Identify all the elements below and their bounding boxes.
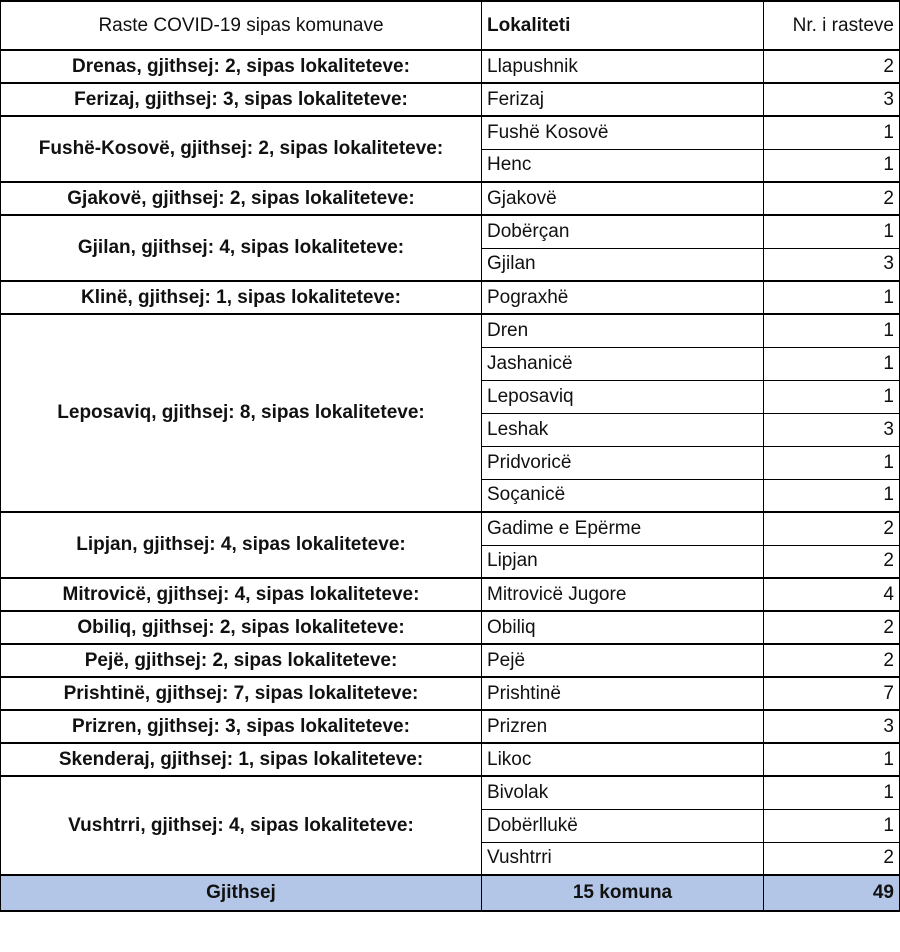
locality-cell[interactable]: Fushë Kosovë [482, 116, 764, 149]
locality-cell[interactable]: Llapushnik [482, 50, 764, 83]
table-row [1, 743, 900, 776]
municipality-cell[interactable]: Skenderaj, gjithsej: 1, sipas lokaliteteve: [1, 743, 482, 776]
locality-cell[interactable]: Henc [482, 149, 764, 182]
table-row [1, 677, 900, 710]
locality-cell[interactable]: Ferizaj [482, 83, 764, 116]
locality-cell[interactable]: Pridvoricë [482, 446, 764, 479]
case-count-cell[interactable]: 2 [764, 611, 900, 644]
locality-cell[interactable]: Pejë [482, 644, 764, 677]
case-count-cell[interactable]: 7 [764, 677, 900, 710]
case-count-cell[interactable]: 1 [764, 776, 900, 809]
table-row [1, 50, 900, 83]
table-row [1, 281, 900, 314]
municipality-cell[interactable]: Klinë, gjithsej: 1, sipas lokaliteteve: [1, 281, 482, 314]
table-row [1, 83, 900, 116]
municipality-cell[interactable]: Gjilan, gjithsej: 4, sipas lokaliteteve: [1, 215, 482, 281]
table-body [1, 50, 900, 875]
total-municipalities[interactable]: 15 komuna [482, 875, 764, 911]
header-municipality[interactable]: Raste COVID-19 sipas komunave [1, 1, 482, 50]
locality-cell[interactable]: Dobërçan [482, 215, 764, 248]
table-row [1, 314, 900, 347]
case-count-cell[interactable]: 1 [764, 314, 900, 347]
municipality-cell[interactable]: Vushtrri, gjithsej: 4, sipas lokaliteteve: [1, 776, 482, 875]
case-count-cell[interactable]: 2 [764, 50, 900, 83]
case-count-cell[interactable]: 1 [764, 116, 900, 149]
case-count-cell[interactable]: 1 [764, 446, 900, 479]
municipality-cell[interactable]: Drenas, gjithsej: 2, sipas lokaliteteve: [1, 50, 482, 83]
case-count-cell[interactable]: 2 [764, 545, 900, 578]
municipality-cell[interactable]: Lipjan, gjithsej: 4, sipas lokaliteteve: [1, 512, 482, 578]
locality-cell[interactable]: Likoc [482, 743, 764, 776]
locality-cell[interactable]: Leshak [482, 413, 764, 446]
locality-cell[interactable]: Mitrovicë Jugore [482, 578, 764, 611]
locality-cell[interactable]: Pograxhë [482, 281, 764, 314]
table-row [1, 644, 900, 677]
locality-cell[interactable]: Obiliq [482, 611, 764, 644]
total-row [1, 875, 900, 911]
locality-cell[interactable]: Dobërllukë [482, 809, 764, 842]
header-row [1, 1, 900, 50]
locality-cell[interactable]: Vushtrri [482, 842, 764, 875]
table-row [1, 776, 900, 809]
case-count-cell[interactable]: 2 [764, 842, 900, 875]
locality-cell[interactable]: Dren [482, 314, 764, 347]
case-count-cell[interactable]: 1 [764, 281, 900, 314]
table-row [1, 182, 900, 215]
locality-cell[interactable]: Jashanicë [482, 347, 764, 380]
case-count-cell[interactable]: 1 [764, 809, 900, 842]
table-row [1, 611, 900, 644]
municipality-cell[interactable]: Gjakovë, gjithsej: 2, sipas lokaliteteve: [1, 182, 482, 215]
locality-cell[interactable]: Lipjan [482, 545, 764, 578]
case-count-cell[interactable]: 1 [764, 215, 900, 248]
case-count-cell[interactable]: 1 [764, 347, 900, 380]
case-count-cell[interactable]: 3 [764, 83, 900, 116]
municipality-cell[interactable]: Mitrovicë, gjithsej: 4, sipas lokaliteteve: [1, 578, 482, 611]
municipality-cell[interactable]: Obiliq, gjithsej: 2, sipas lokaliteteve: [1, 611, 482, 644]
locality-cell[interactable]: Leposaviq [482, 380, 764, 413]
case-count-cell[interactable]: 2 [764, 512, 900, 545]
case-count-cell[interactable]: 3 [764, 710, 900, 743]
header-case-count[interactable]: Nr. i rasteve [764, 1, 900, 50]
locality-cell[interactable]: Gjakovë [482, 182, 764, 215]
locality-cell[interactable]: Soçanicë [482, 479, 764, 512]
locality-cell[interactable]: Gadime e Epërme [482, 512, 764, 545]
municipality-cell[interactable]: Prizren, gjithsej: 3, sipas lokaliteteve: [1, 710, 482, 743]
header-locality[interactable]: Lokaliteti [482, 1, 764, 50]
case-count-cell[interactable]: 3 [764, 248, 900, 281]
case-count-cell[interactable]: 4 [764, 578, 900, 611]
table-row [1, 116, 900, 149]
locality-cell[interactable]: Bivolak [482, 776, 764, 809]
locality-cell[interactable]: Gjilan [482, 248, 764, 281]
municipality-cell[interactable]: Leposaviq, gjithsej: 8, sipas lokaliteteve: [1, 314, 482, 512]
total-label[interactable]: Gjithsej [1, 875, 482, 911]
case-count-cell[interactable]: 3 [764, 413, 900, 446]
municipality-cell[interactable]: Pejë, gjithsej: 2, sipas lokaliteteve: [1, 644, 482, 677]
case-count-cell[interactable]: 2 [764, 644, 900, 677]
case-count-cell[interactable]: 1 [764, 479, 900, 512]
municipality-cell[interactable]: Prishtinë, gjithsej: 7, sipas lokaliteteve: [1, 677, 482, 710]
table-row [1, 710, 900, 743]
locality-cell[interactable]: Prishtinë [482, 677, 764, 710]
case-count-cell[interactable]: 1 [764, 380, 900, 413]
total-count[interactable]: 49 [764, 875, 900, 911]
municipality-cell[interactable]: Ferizaj, gjithsej: 3, sipas lokaliteteve: [1, 83, 482, 116]
case-count-cell[interactable]: 1 [764, 149, 900, 182]
municipality-cell[interactable]: Fushë-Kosovë, gjithsej: 2, sipas lokaliteteve: [1, 116, 482, 182]
case-count-cell[interactable]: 1 [764, 743, 900, 776]
case-count-cell[interactable]: 2 [764, 182, 900, 215]
table-row [1, 215, 900, 248]
table-row [1, 578, 900, 611]
locality-cell[interactable]: Prizren [482, 710, 764, 743]
table-row [1, 512, 900, 545]
